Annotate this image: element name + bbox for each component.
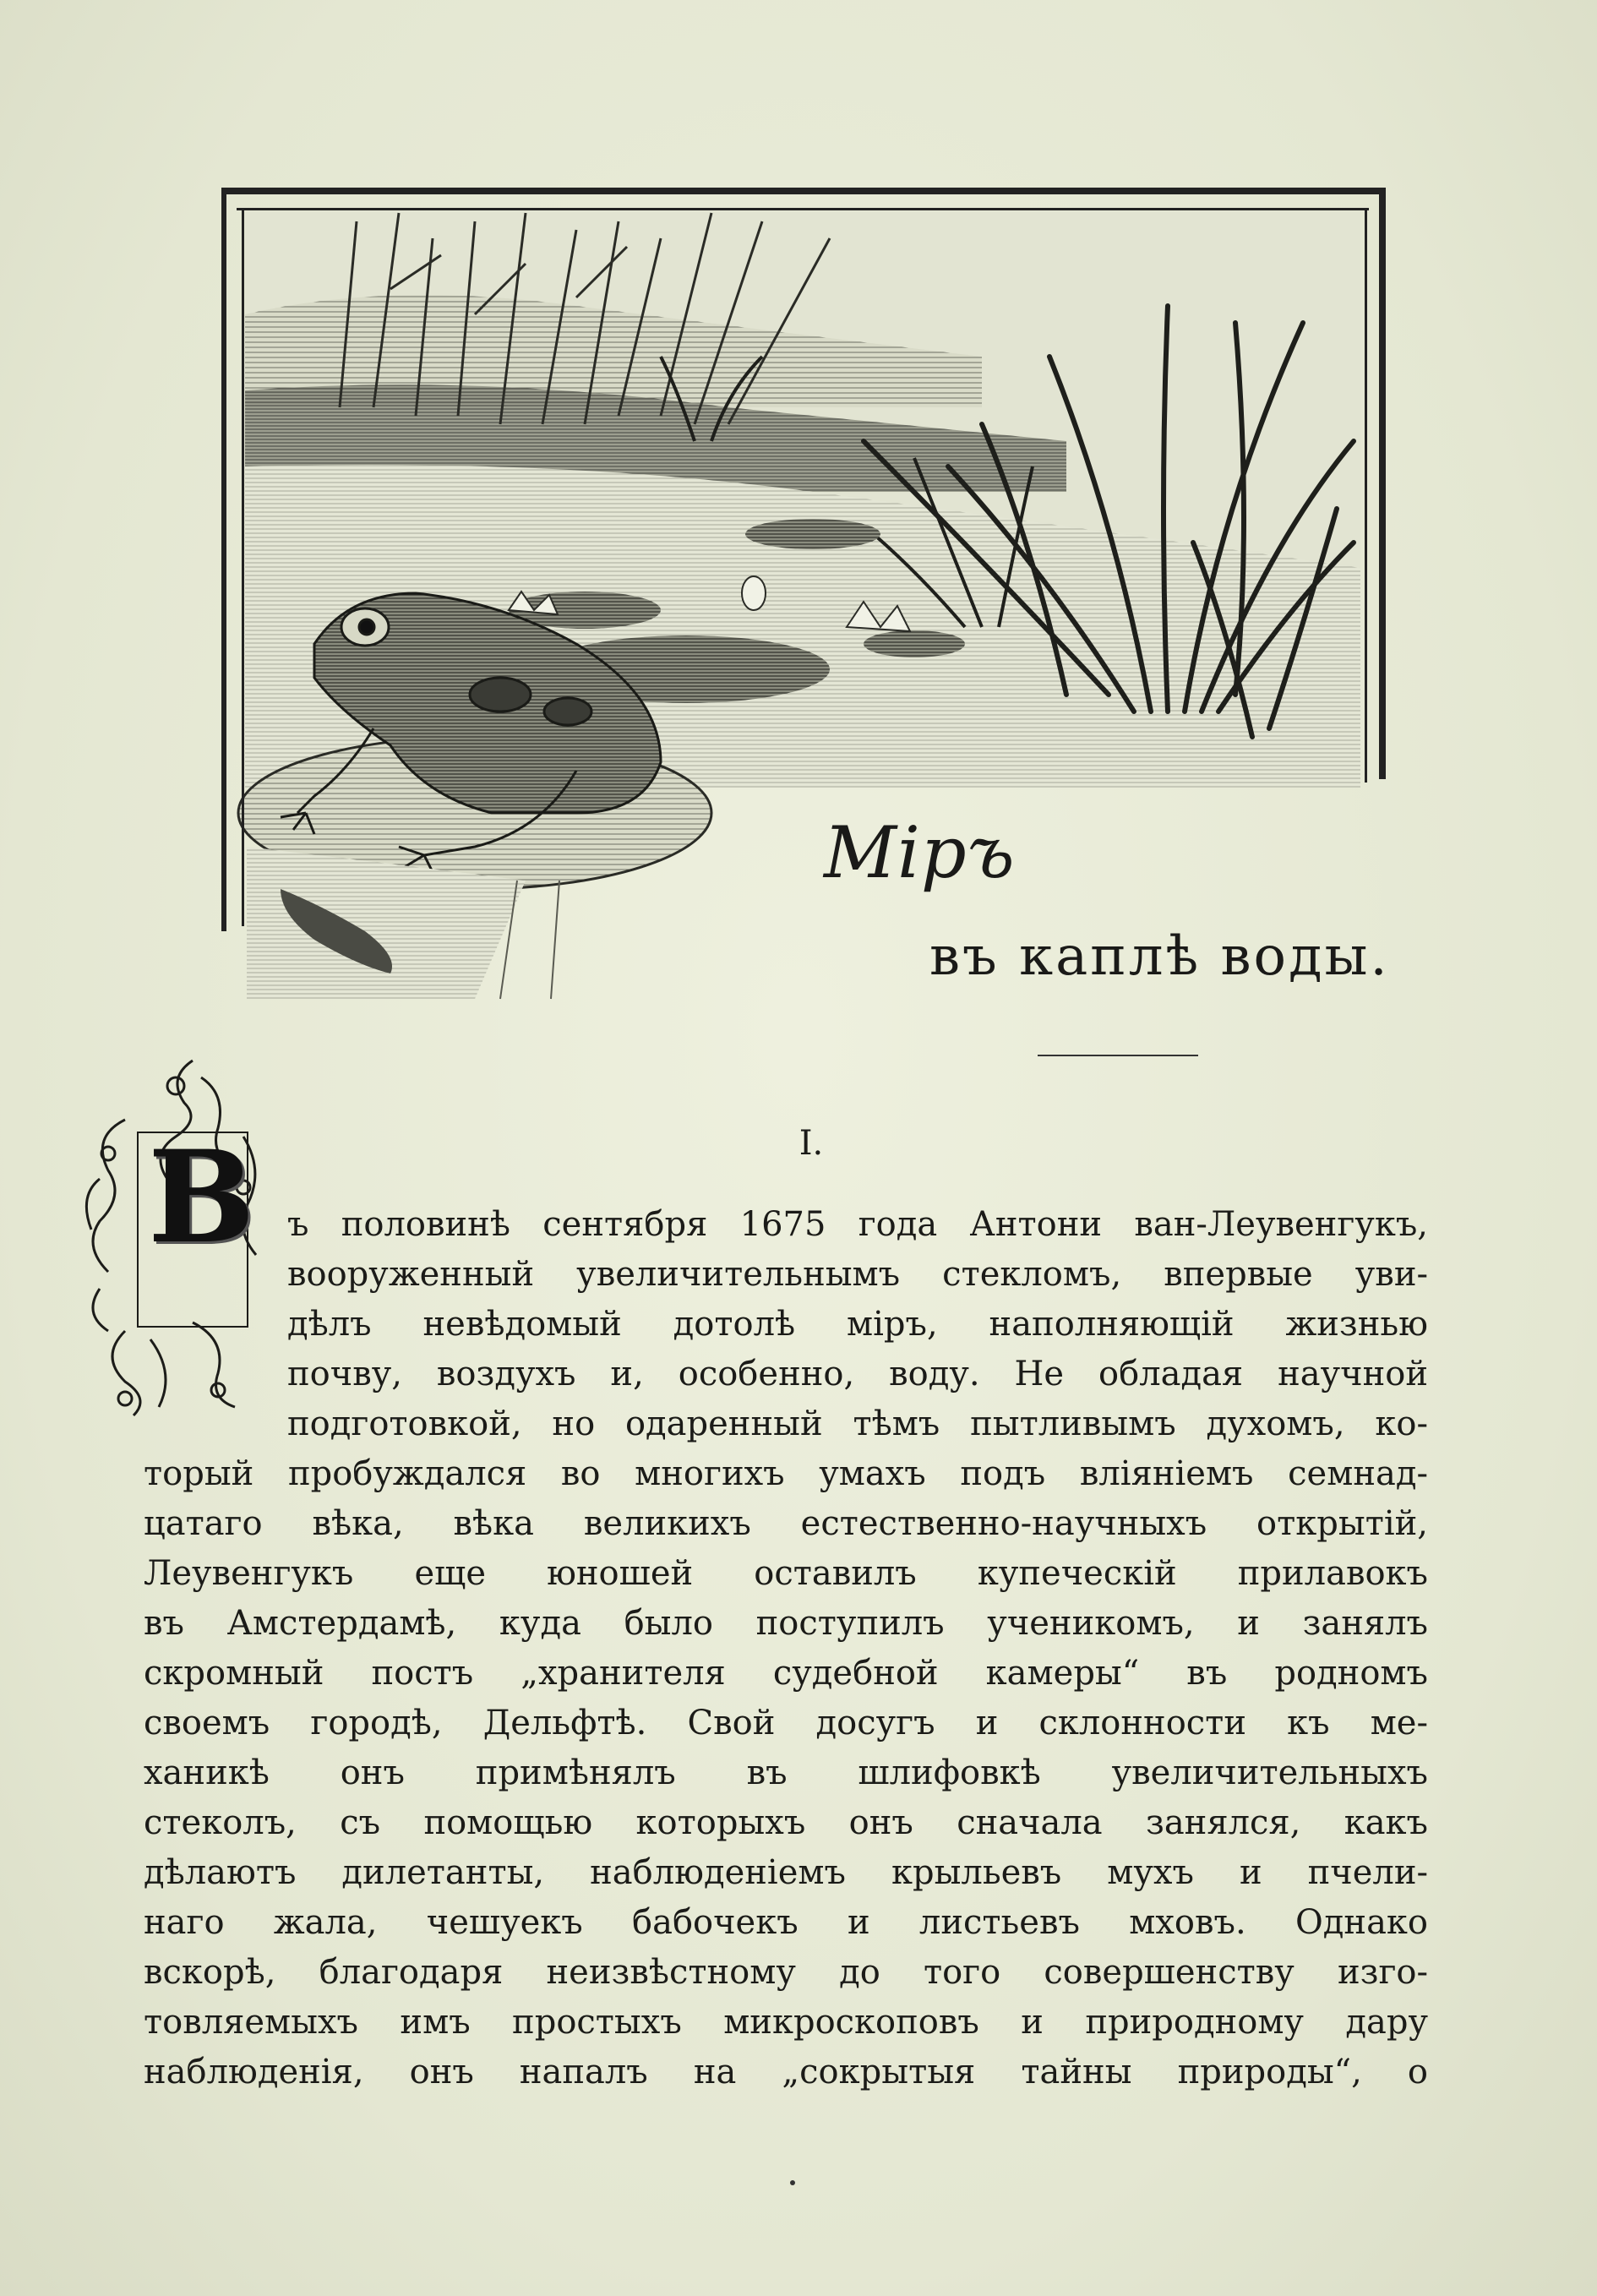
frame-border-top [221,188,1386,194]
body-line: въ Амстердамѣ, куда было поступилъ ученикомъ, и занялъ [144,1604,1428,1643]
frame-border-left [221,188,226,931]
body-line: наблюденія, онъ напалъ на „сокрытыя тайны природы“, о [144,2053,1428,2091]
title-divider [1038,1055,1198,1056]
body-line: вскорѣ, благодаря неизвѣстному до того совершенству изго- [144,1953,1428,1992]
body-line: Леувенгукъ еще юношей оставилъ купеческій прилавокъ [144,1554,1428,1593]
body-line: скромный постъ „хранителя судебной камеры“ въ родномъ [144,1654,1428,1693]
body-line: дѣлаютъ дилетанты, наблюденіемъ крыльевъ мухъ и пчели- [144,1853,1428,1892]
frame-border-right [1379,188,1386,779]
frame-border-left-inner [242,208,244,926]
frame-border-right-inner [1365,208,1367,783]
dropcap-letter: В [148,1123,255,1272]
chapter-number: I. [798,1124,824,1163]
body-line: торый пробуждался во многихъ умахъ подъ вліяніемъ семнад- [144,1454,1428,1493]
body-line: дѣлъ невѣдомый дотолѣ міръ, наполняющій жизнью [287,1305,1428,1344]
pond-scene-engraving [221,188,1386,1016]
body-line: почву, воздухъ и, особенно, воду. Не обладая научной [287,1355,1428,1393]
body-line: ханикѣ онъ примѣнялъ въ шлифовкѣ увеличительныхъ [144,1753,1428,1792]
body-line: наго жала, чешуекъ бабочекъ и листьевъ мховъ. Однако [144,1903,1428,1942]
body-line: ъ половинѣ сентября 1675 года Антони ван-Леувенгукъ, [287,1205,1428,1244]
frame-border-top-inner [237,208,1369,210]
body-line: своемъ городѣ, Дельфтѣ. Свой досугъ и склонности къ ме- [144,1704,1428,1742]
body-line: вооруженный увеличительнымъ стекломъ, впервые уви- [287,1255,1428,1294]
body-line: подготовкой, но одаренный тѣмъ пытливымъ духомъ, ко- [287,1404,1428,1443]
title-line-2: въ каплѣ воды. [929,925,1390,988]
body-line: стеколъ, съ помощью которыхъ онъ сначала занялся, какъ [144,1803,1428,1842]
frog-pond-illustration [221,188,1386,1016]
body-line: товляемыхъ имъ простыхъ микроскоповъ и природному дару [144,2003,1428,2042]
body-line: цатаго вѣка, вѣка великихъ естественно-научныхъ открытій, [144,1504,1428,1543]
page-mark-dot [790,2180,795,2185]
title-line-1: Міръ [824,811,1016,894]
